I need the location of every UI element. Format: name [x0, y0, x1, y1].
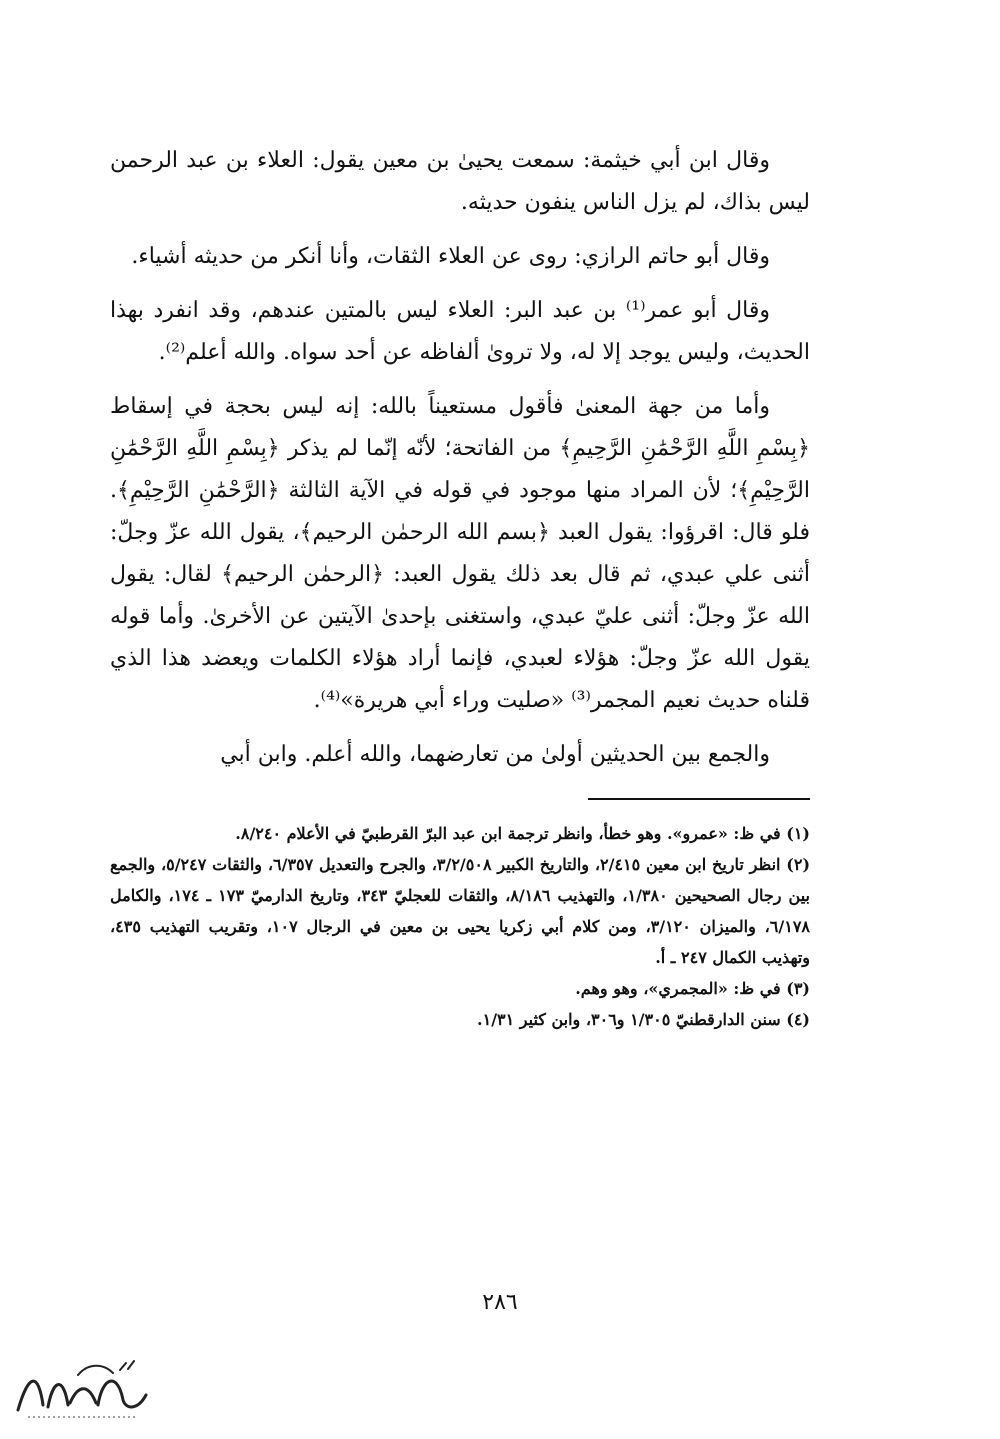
paragraph-meaning: وأما من جهة المعنىٰ فأقول مستعيناً بالله: إنه ليس بحجة في إسقاط ﴿بِسْمِ اللَّهِ الرَّحْمَٰنِ الرَّحِيمِ﴾ من الفاتحة؛ لأنّه إنّما لم يذكر ﴿بِسْمِ اللَّهِ الرَّحْمَٰنِ الرَّحِيْمِ﴾؛ لأن المراد منها موجود في قوله في الآية الثالثة ﴿الرَّحْمَٰنِ الرَّحِيْمِ﴾. فلو قال: اقرؤوا: يقول العبد ﴿بسم الله الرحمٰن الرحيم﴾، يقول الله عزّ وجلّ: أثنى علي عبدي، ثم قال بعد ذلك يقول العبد: ﴿الرحمٰن الرحيم﴾ لقال: يقول الله عزّ وجلّ: أثنى عليّ عبدي، واستغنى بإحدىٰ الآيتين عن الأخرىٰ. وأما قوله يقول الله عزّ وجلّ: هؤلاء لعبدي، فإنما أراد هؤلاء الكلمات ويعضد هذا الذي قلناه حديث نعيم المجمر⁽³⁾ «صليت وراء أبي هريرة»⁽⁴⁾. [110, 394, 810, 713]
footnotes [110, 818, 810, 1035]
page-body [110, 140, 810, 1035]
paragraph-ibn-abd-albarr: وقال أبو عمر⁽¹⁾ بن عبد البر: العلاء ليس بالمتين عندهم، وقد انفرد بهذا الحديث، وليس يوجد إلا له، ولا تروىٰ ألفاظه عن أحد سواه. والله أعلم⁽²⁾. [110, 298, 810, 365]
footnote-3: (٣) في ظ: «المجمري»، وهو وهم. [575, 979, 810, 998]
footnote-2: (٢) انظر تاريخ ابن معين ٢/٤١٥، والتاريخ الكبير ٣/٢/٥٠٨، والجرح والتعديل ٦/٣٥٧، والثقات ٥/٢٤٧، والجمع بين رجال الصحيحين ١/٣٨٠، والتهذيب ٨/١٨٦، والثقات للعجليّ ٣٤٣، وتاريخ الدارميّ ١٧٣ ـ ١٧٤، والكامل ٦/١٧٨، والميزان ٣/١٢٠، ومن كلام أبي زكريا يحيى بن معين في الرجال ١٠٧، وتقريب التهذيب ٤٣٥، وتهذيب الكمال ٢٤٧ ـ أ. [110, 855, 811, 967]
paragraph-abu-hatim: وقال أبو حاتم الرازي: روى عن العلاء الثقات، وأنا أنكر من حديثه أشياء. [131, 244, 770, 269]
library-stamp-logo [8, 1355, 158, 1425]
footnote-1: (١) في ظ: «عمرو». وهو خطأ، وانظر ترجمة ابن عبد البرّ القرطبيّ في الأعلام ٨/٢٤٠. [235, 824, 810, 843]
paragraph-ibn-abi-khaythama: وقال ابن أبي خيثمة: سمعت يحيىٰ بن معين يقول: العلاء بن عبد الرحمن ليس بذاك، لم يزل الناس ينفون حديثه. [110, 148, 810, 215]
page-number: ٢٨٦ [482, 1290, 518, 1315]
footnote-4: (٤) سنن الدارقطنيّ ١/٣٠٥ و٣٠٦، وابن كثير ١/٣١. [477, 1010, 810, 1029]
paragraph-reconciliation: والجمع بين الحديثين أولىٰ من تعارضهما، والله أعلم. وابن أبي [220, 742, 770, 767]
footnote-divider [588, 798, 810, 800]
